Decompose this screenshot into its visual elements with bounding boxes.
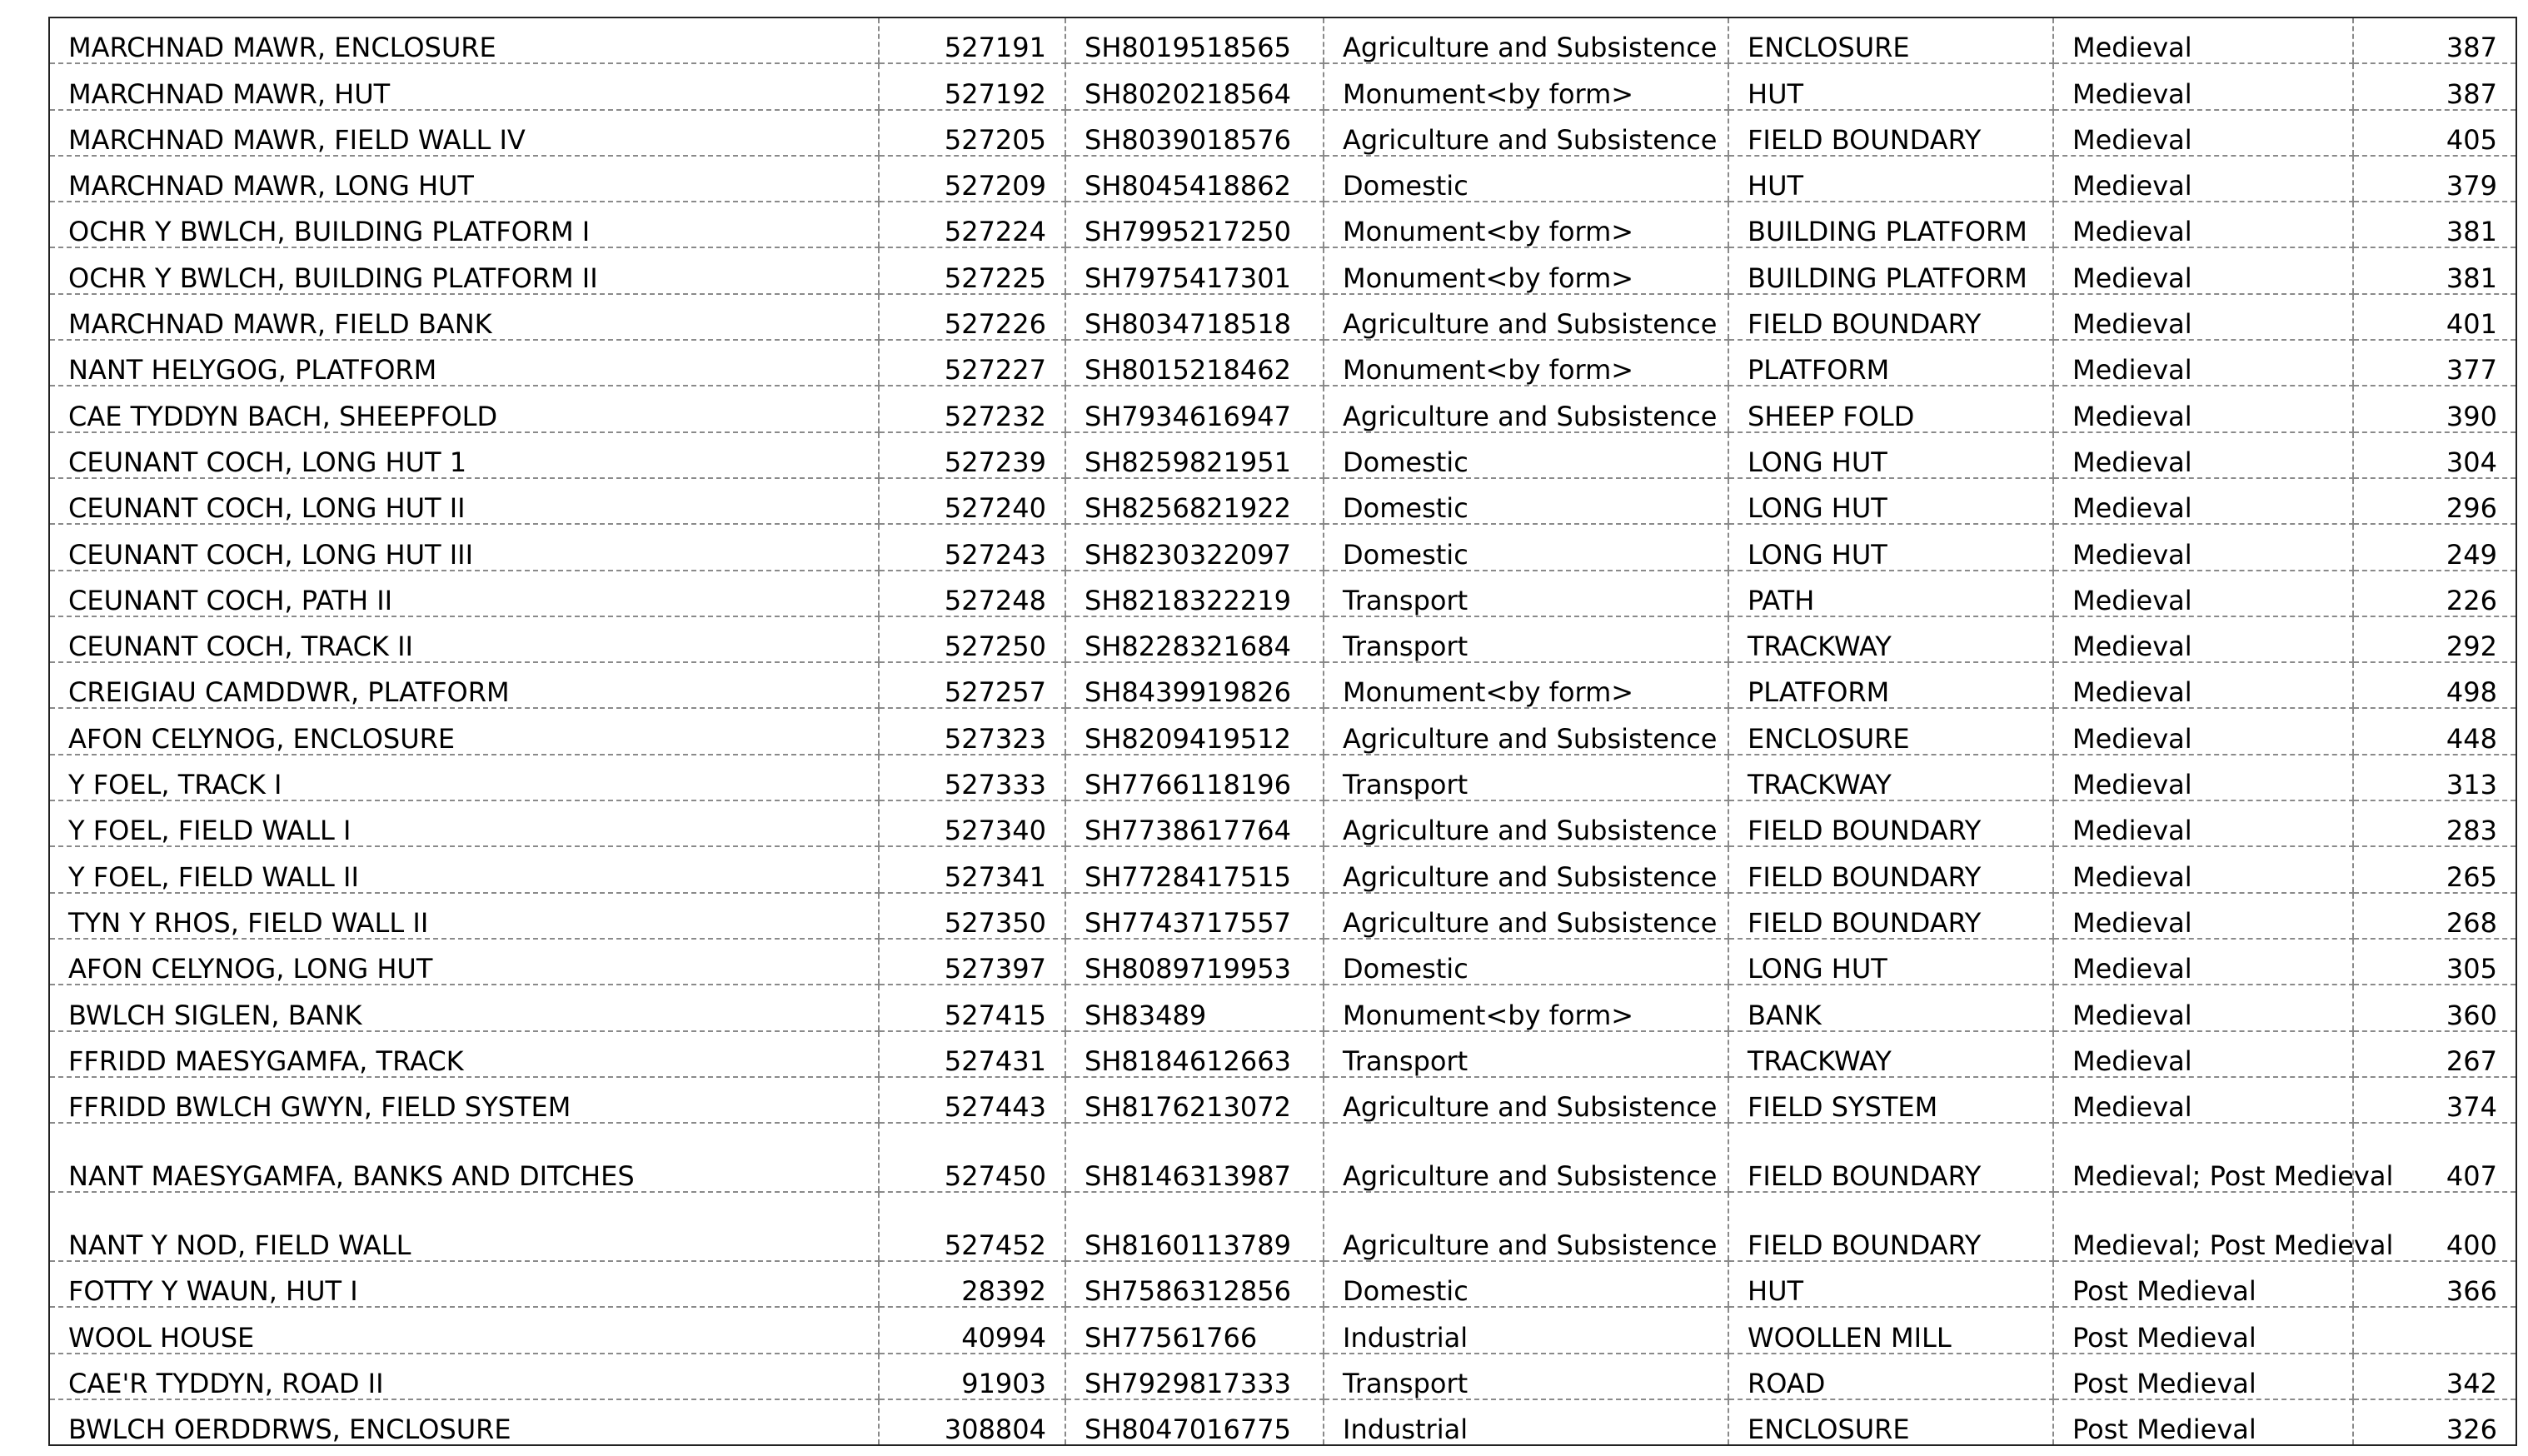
table-row xyxy=(49,156,2516,202)
cell-period: Medieval xyxy=(2053,432,2353,478)
cell-period: Medieval; Post Medieval xyxy=(2053,1192,2353,1261)
cell-type: FIELD BOUNDARY xyxy=(1728,110,2053,156)
cell-record-no: 527240 xyxy=(879,478,1065,524)
cell-type: HUT xyxy=(1728,156,2053,202)
table-row xyxy=(49,202,2516,247)
cell-category: Domestic xyxy=(1324,1261,1728,1307)
cell-height xyxy=(2353,1307,2516,1353)
cell-name: AFON CELYNOG, LONG HUT xyxy=(49,939,879,985)
cell-type: FIELD BOUNDARY xyxy=(1728,1123,2053,1192)
cell-name: CEUNANT COCH, LONG HUT II xyxy=(49,478,879,524)
cell-grid-ref: SH7995217250 xyxy=(1065,202,1324,247)
cell-grid-ref: SH7743717557 xyxy=(1065,893,1324,939)
table-row xyxy=(49,294,2516,340)
cell-category: Domestic xyxy=(1324,524,1728,570)
cell-record-no: 527443 xyxy=(879,1077,1065,1123)
cell-name: Y FOEL, TRACK I xyxy=(49,755,879,800)
cell-period: Medieval xyxy=(2053,846,2353,892)
cell-height: 407 xyxy=(2353,1123,2516,1192)
cell-name: FOTTY Y WAUN, HUT I xyxy=(49,1261,879,1307)
cell-type: PATH xyxy=(1728,571,2053,616)
cell-grid-ref: SH7929817333 xyxy=(1065,1354,1324,1399)
cell-height: 265 xyxy=(2353,846,2516,892)
cell-period: Post Medieval xyxy=(2053,1261,2353,1307)
cell-height: 292 xyxy=(2353,616,2516,662)
cell-category: Agriculture and Subsistence xyxy=(1324,1123,1728,1192)
cell-grid-ref: SH8039018576 xyxy=(1065,110,1324,156)
cell-record-no: 527333 xyxy=(879,755,1065,800)
cell-category: Agriculture and Subsistence xyxy=(1324,800,1728,846)
cell-height: 268 xyxy=(2353,893,2516,939)
cell-period: Medieval xyxy=(2053,478,2353,524)
cell-period: Medieval xyxy=(2053,571,2353,616)
table-row xyxy=(49,1261,2516,1307)
table-row xyxy=(49,478,2516,524)
cell-name: WOOL HOUSE xyxy=(49,1307,879,1353)
cell-height: 226 xyxy=(2353,571,2516,616)
cell-category: Monument<by form> xyxy=(1324,202,1728,247)
cell-category: Monument<by form> xyxy=(1324,985,1728,1030)
cell-name: CEUNANT COCH, PATH II xyxy=(49,571,879,616)
cell-type: BUILDING PLATFORM xyxy=(1728,202,2053,247)
cell-period: Medieval xyxy=(2053,63,2353,109)
cell-name: MARCHNAD MAWR, FIELD BANK xyxy=(49,294,879,340)
table-row xyxy=(49,247,2516,293)
cell-grid-ref: SH7975417301 xyxy=(1065,247,1324,293)
cell-name: MARCHNAD MAWR, HUT xyxy=(49,63,879,109)
cell-period: Medieval xyxy=(2053,156,2353,202)
cell-record-no: 527226 xyxy=(879,294,1065,340)
cell-height: 342 xyxy=(2353,1354,2516,1399)
cell-period: Medieval xyxy=(2053,1031,2353,1077)
table-row xyxy=(49,1399,2516,1445)
cell-name: Y FOEL, FIELD WALL II xyxy=(49,846,879,892)
cell-type: WOOLLEN MILL xyxy=(1728,1307,2053,1353)
table-row xyxy=(49,63,2516,109)
cell-category: Industrial xyxy=(1324,1399,1728,1445)
cell-category: Transport xyxy=(1324,571,1728,616)
table-row xyxy=(49,1123,2516,1192)
cell-category: Agriculture and Subsistence xyxy=(1324,386,1728,431)
cell-grid-ref: SH83489 xyxy=(1065,985,1324,1030)
cell-record-no: 527340 xyxy=(879,800,1065,846)
table-row xyxy=(49,755,2516,800)
cell-type: HUT xyxy=(1728,1261,2053,1307)
cell-period: Medieval xyxy=(2053,708,2353,754)
cell-name: FFRIDD MAESYGAMFA, TRACK xyxy=(49,1031,879,1077)
cell-grid-ref: SH7934616947 xyxy=(1065,386,1324,431)
cell-record-no: 527191 xyxy=(879,17,1065,63)
cell-height: 377 xyxy=(2353,340,2516,386)
cell-name: TYN Y RHOS, FIELD WALL II xyxy=(49,893,879,939)
cell-height: 387 xyxy=(2353,17,2516,63)
cell-grid-ref: SH8034718518 xyxy=(1065,294,1324,340)
cell-type: LONG HUT xyxy=(1728,432,2053,478)
cell-category: Domestic xyxy=(1324,939,1728,985)
cell-type: TRACKWAY xyxy=(1728,1031,2053,1077)
cell-height: 283 xyxy=(2353,800,2516,846)
cell-height: 498 xyxy=(2353,662,2516,708)
cell-record-no: 40994 xyxy=(879,1307,1065,1353)
cell-height: 390 xyxy=(2353,386,2516,431)
cell-type: HUT xyxy=(1728,63,2053,109)
table-row xyxy=(49,893,2516,939)
cell-grid-ref: SH8020218564 xyxy=(1065,63,1324,109)
cell-period: Medieval xyxy=(2053,939,2353,985)
cell-record-no: 28392 xyxy=(879,1261,1065,1307)
cell-period: Post Medieval xyxy=(2053,1307,2353,1353)
table-row xyxy=(49,17,2516,63)
cell-name: MARCHNAD MAWR, FIELD WALL IV xyxy=(49,110,879,156)
table-row xyxy=(49,571,2516,616)
cell-grid-ref: SH7738617764 xyxy=(1065,800,1324,846)
cell-height: 313 xyxy=(2353,755,2516,800)
table-row xyxy=(49,985,2516,1030)
cell-type: FIELD BOUNDARY xyxy=(1728,800,2053,846)
cell-height: 360 xyxy=(2353,985,2516,1030)
cell-record-no: 527250 xyxy=(879,616,1065,662)
cell-grid-ref: SH7586312856 xyxy=(1065,1261,1324,1307)
cell-type: ENCLOSURE xyxy=(1728,17,2053,63)
cell-height: 326 xyxy=(2353,1399,2516,1445)
cell-period: Medieval xyxy=(2053,17,2353,63)
cell-category: Industrial xyxy=(1324,1307,1728,1353)
cell-name: AFON CELYNOG, ENCLOSURE xyxy=(49,708,879,754)
cell-record-no: 527239 xyxy=(879,432,1065,478)
table-row xyxy=(49,708,2516,754)
cell-record-no: 527350 xyxy=(879,893,1065,939)
cell-grid-ref: SH8045418862 xyxy=(1065,156,1324,202)
cell-grid-ref: SH8047016775 xyxy=(1065,1399,1324,1445)
cell-period: Medieval xyxy=(2053,755,2353,800)
cell-name: OCHR Y BWLCH, BUILDING PLATFORM I xyxy=(49,202,879,247)
table-row xyxy=(49,386,2516,431)
cell-record-no: 527225 xyxy=(879,247,1065,293)
cell-grid-ref: SH8176213072 xyxy=(1065,1077,1324,1123)
cell-type: ROAD xyxy=(1728,1354,2053,1399)
cell-period: Medieval xyxy=(2053,893,2353,939)
cell-period: Post Medieval xyxy=(2053,1399,2353,1445)
cell-height: 400 xyxy=(2353,1192,2516,1261)
table-row xyxy=(49,662,2516,708)
cell-category: Monument<by form> xyxy=(1324,247,1728,293)
cell-height: 304 xyxy=(2353,432,2516,478)
cell-name: NANT HELYGOG, PLATFORM xyxy=(49,340,879,386)
cell-type: LONG HUT xyxy=(1728,524,2053,570)
table-row xyxy=(49,939,2516,985)
cell-period: Medieval xyxy=(2053,110,2353,156)
cell-period: Medieval xyxy=(2053,985,2353,1030)
cell-category: Monument<by form> xyxy=(1324,340,1728,386)
cell-category: Domestic xyxy=(1324,156,1728,202)
cell-period: Medieval; Post Medieval xyxy=(2053,1123,2353,1192)
cell-name: CEUNANT COCH, TRACK II xyxy=(49,616,879,662)
cell-name: CAE'R TYDDYN, ROAD II xyxy=(49,1354,879,1399)
cell-grid-ref: SH8184612663 xyxy=(1065,1031,1324,1077)
cell-record-no: 308804 xyxy=(879,1399,1065,1445)
cell-category: Agriculture and Subsistence xyxy=(1324,294,1728,340)
cell-period: Medieval xyxy=(2053,662,2353,708)
cell-height: 401 xyxy=(2353,294,2516,340)
cell-grid-ref: SH8218322219 xyxy=(1065,571,1324,616)
cell-record-no: 527205 xyxy=(879,110,1065,156)
table-row xyxy=(49,340,2516,386)
cell-type: FIELD BOUNDARY xyxy=(1728,893,2053,939)
table-row xyxy=(49,432,2516,478)
cell-name: BWLCH SIGLEN, BANK xyxy=(49,985,879,1030)
cell-record-no: 527323 xyxy=(879,708,1065,754)
cell-height: 405 xyxy=(2353,110,2516,156)
cell-type: ENCLOSURE xyxy=(1728,708,2053,754)
cell-record-no: 527450 xyxy=(879,1123,1065,1192)
cell-grid-ref: SH8160113789 xyxy=(1065,1192,1324,1261)
cell-height: 448 xyxy=(2353,708,2516,754)
cell-period: Medieval xyxy=(2053,616,2353,662)
cell-category: Transport xyxy=(1324,755,1728,800)
cell-height: 366 xyxy=(2353,1261,2516,1307)
table-row xyxy=(49,1031,2516,1077)
cell-grid-ref: SH7728417515 xyxy=(1065,846,1324,892)
cell-name: NANT Y NOD, FIELD WALL xyxy=(49,1192,879,1261)
cell-category: Monument<by form> xyxy=(1324,662,1728,708)
table-row xyxy=(49,1077,2516,1123)
cell-grid-ref: SH77561766 xyxy=(1065,1307,1324,1353)
cell-height: 381 xyxy=(2353,247,2516,293)
cell-record-no: 527224 xyxy=(879,202,1065,247)
cell-type: FIELD SYSTEM xyxy=(1728,1077,2053,1123)
cell-record-no: 527257 xyxy=(879,662,1065,708)
cell-type: ENCLOSURE xyxy=(1728,1399,2053,1445)
cell-record-no: 527243 xyxy=(879,524,1065,570)
cell-name: OCHR Y BWLCH, BUILDING PLATFORM II xyxy=(49,247,879,293)
cell-record-no: 527415 xyxy=(879,985,1065,1030)
cell-grid-ref: SH8230322097 xyxy=(1065,524,1324,570)
cell-category: Agriculture and Subsistence xyxy=(1324,893,1728,939)
cell-type: FIELD BOUNDARY xyxy=(1728,1192,2053,1261)
table-row xyxy=(49,110,2516,156)
cell-grid-ref: SH8019518565 xyxy=(1065,17,1324,63)
cell-period: Medieval xyxy=(2053,386,2353,431)
table-row xyxy=(49,800,2516,846)
cell-record-no: 527452 xyxy=(879,1192,1065,1261)
cell-grid-ref: SH8259821951 xyxy=(1065,432,1324,478)
table-row xyxy=(49,1307,2516,1353)
cell-height: 381 xyxy=(2353,202,2516,247)
cell-period: Medieval xyxy=(2053,524,2353,570)
cell-name: FFRIDD BWLCH GWYN, FIELD SYSTEM xyxy=(49,1077,879,1123)
cell-category: Agriculture and Subsistence xyxy=(1324,17,1728,63)
cell-category: Agriculture and Subsistence xyxy=(1324,1192,1728,1261)
cell-category: Transport xyxy=(1324,1031,1728,1077)
cell-grid-ref: SH8209419512 xyxy=(1065,708,1324,754)
cell-name: NANT MAESYGAMFA, BANKS AND DITCHES xyxy=(49,1123,879,1192)
cell-record-no: 527397 xyxy=(879,939,1065,985)
table-row xyxy=(49,616,2516,662)
cell-period: Post Medieval xyxy=(2053,1354,2353,1399)
cell-record-no: 527209 xyxy=(879,156,1065,202)
cell-grid-ref: SH8089719953 xyxy=(1065,939,1324,985)
cell-grid-ref: SH8146313987 xyxy=(1065,1123,1324,1192)
cell-category: Monument<by form> xyxy=(1324,63,1728,109)
cell-type: PLATFORM xyxy=(1728,340,2053,386)
cell-type: FIELD BOUNDARY xyxy=(1728,846,2053,892)
cell-type: BUILDING PLATFORM xyxy=(1728,247,2053,293)
cell-record-no: 91903 xyxy=(879,1354,1065,1399)
table-row xyxy=(49,846,2516,892)
table-row xyxy=(49,1354,2516,1399)
cell-type: PLATFORM xyxy=(1728,662,2053,708)
cell-category: Agriculture and Subsistence xyxy=(1324,1077,1728,1123)
cell-name: CREIGIAU CAMDDWR, PLATFORM xyxy=(49,662,879,708)
cell-height: 379 xyxy=(2353,156,2516,202)
cell-record-no: 527232 xyxy=(879,386,1065,431)
cell-period: Medieval xyxy=(2053,340,2353,386)
cell-grid-ref: SH8228321684 xyxy=(1065,616,1324,662)
cell-name: MARCHNAD MAWR, LONG HUT xyxy=(49,156,879,202)
cell-height: 267 xyxy=(2353,1031,2516,1077)
cell-height: 305 xyxy=(2353,939,2516,985)
cell-period: Medieval xyxy=(2053,1077,2353,1123)
cell-name: MARCHNAD MAWR, ENCLOSURE xyxy=(49,17,879,63)
table-row xyxy=(49,524,2516,570)
cell-category: Agriculture and Subsistence xyxy=(1324,708,1728,754)
cell-record-no: 527192 xyxy=(879,63,1065,109)
cell-type: SHEEP FOLD xyxy=(1728,386,2053,431)
cell-height: 387 xyxy=(2353,63,2516,109)
cell-grid-ref: SH8439919826 xyxy=(1065,662,1324,708)
cell-period: Medieval xyxy=(2053,294,2353,340)
table-row xyxy=(49,1192,2516,1261)
cell-record-no: 527227 xyxy=(879,340,1065,386)
cell-name: CAE TYDDYN BACH, SHEEPFOLD xyxy=(49,386,879,431)
cell-category: Agriculture and Subsistence xyxy=(1324,110,1728,156)
cell-name: BWLCH OERDDRWS, ENCLOSURE xyxy=(68,1414,511,1446)
cell-period: Medieval xyxy=(2053,247,2353,293)
cell-record-no: 527341 xyxy=(879,846,1065,892)
cell-height: 374 xyxy=(2353,1077,2516,1123)
cell-category: Agriculture and Subsistence xyxy=(1324,846,1728,892)
cell-record-no: 527248 xyxy=(879,571,1065,616)
cell-period: Medieval xyxy=(2053,800,2353,846)
cell-category: Domestic xyxy=(1324,478,1728,524)
cell-grid-ref: SH8256821922 xyxy=(1065,478,1324,524)
cell-height: 249 xyxy=(2353,524,2516,570)
cell-type: BANK xyxy=(1728,985,2053,1030)
cell-name: CEUNANT COCH, LONG HUT 1 xyxy=(49,432,879,478)
monuments-table xyxy=(48,17,2517,1446)
cell-period: Medieval xyxy=(2053,202,2353,247)
table-body xyxy=(49,17,2516,1445)
cell-category: Domestic xyxy=(1324,432,1728,478)
cell-name: Y FOEL, FIELD WALL I xyxy=(49,800,879,846)
cell-height: 296 xyxy=(2353,478,2516,524)
cell-name: CEUNANT COCH, LONG HUT III xyxy=(49,524,879,570)
cell-grid-ref: SH8015218462 xyxy=(1065,340,1324,386)
cell-type: FIELD BOUNDARY xyxy=(1728,294,2053,340)
cell-grid-ref: SH7766118196 xyxy=(1065,755,1324,800)
cell-category: Transport xyxy=(1324,616,1728,662)
cell-type: LONG HUT xyxy=(1728,478,2053,524)
cell-type: LONG HUT xyxy=(1728,939,2053,985)
cell-category: Transport xyxy=(1324,1354,1728,1399)
cell-type: TRACKWAY xyxy=(1728,616,2053,662)
cell-type: TRACKWAY xyxy=(1728,755,2053,800)
cell-record-no: 527431 xyxy=(879,1031,1065,1077)
